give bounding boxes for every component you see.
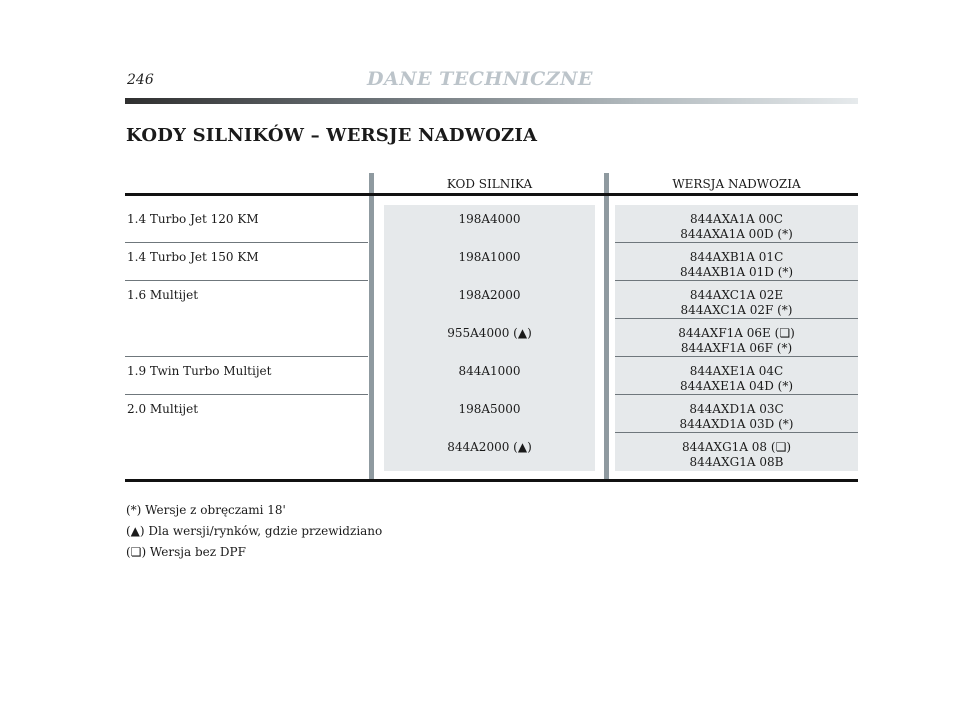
footnote-wheels: (*) Wersje z obręczami 18': [126, 503, 286, 517]
page-number: 246: [127, 72, 154, 88]
body-version-alt: 844AXD1A 03D (*): [679, 417, 794, 431]
table-row: [125, 395, 858, 433]
body-version-alt: 844AXG1A 08B: [689, 455, 784, 469]
body-version-alt: 844AXB1A 01D (*): [679, 265, 794, 279]
table-row: [125, 243, 858, 281]
table-row: [125, 281, 858, 319]
engine-model: 1.4 Turbo Jet 150 KM: [127, 250, 259, 264]
body-version: [615, 364, 858, 394]
engine-code: 198A5000: [458, 402, 521, 416]
header-rule: [125, 98, 858, 104]
engine-model: 1.6 Multijet: [127, 288, 199, 302]
body-version-alt: 844AXE1A 04D (*): [679, 379, 794, 393]
engine-code: 844A1000: [458, 364, 521, 378]
table-bottom-rule: [125, 479, 858, 482]
footnotes: [126, 500, 382, 563]
table-row: [125, 319, 858, 357]
body-version: [615, 250, 858, 280]
body-version-alt: 844AXC1A 02F (*): [680, 303, 793, 317]
engine-model: 1.9 Twin Turbo Multijet: [127, 364, 272, 378]
table-row: [125, 205, 858, 243]
engine-code: 198A2000: [458, 288, 521, 302]
body-version-standard: 844AXD1A 03C: [689, 402, 784, 416]
body-version: [615, 326, 858, 356]
footnote-dpf: (❏) Wersja bez DPF: [126, 545, 246, 559]
body-version: [615, 212, 858, 242]
body-version-alt: 844AXA1A 00D (*): [680, 227, 793, 241]
engine-code: 955A4000 (▲): [447, 326, 532, 340]
body-version: [615, 288, 858, 318]
engine-model: 1.4 Turbo Jet 120 KM: [127, 212, 259, 226]
body-version-alt: 844AXF1A 06F (*): [680, 341, 793, 355]
running-title: DANE TECHNICZNE: [367, 68, 593, 90]
table-row: [125, 357, 858, 395]
section-title: KODY SILNIKÓW – WERSJE NADWOZIA: [126, 125, 538, 146]
engine-code: 844A2000 (▲): [447, 440, 532, 454]
header-body-version: WERSJA NADWOZIA: [672, 177, 801, 191]
body-version-standard: 844AXF1A 06E (❏): [678, 326, 795, 340]
header-engine-code: KOD SILNIKA: [446, 177, 533, 191]
body-version: [615, 440, 858, 470]
body-version-standard: 844AXE1A 04C: [689, 364, 784, 378]
body-version-standard: 844AXC1A 02E: [689, 288, 784, 302]
body-version-standard: 844AXA1A 00C: [690, 212, 783, 226]
body-version-standard: 844AXG1A 08 (❏): [681, 440, 792, 454]
engine-model: 2.0 Multijet: [127, 402, 199, 416]
body-version: [615, 402, 858, 432]
table-row: [125, 433, 858, 471]
engine-code: 198A1000: [458, 250, 521, 264]
engine-code: 198A4000: [458, 212, 521, 226]
footnote-markets: (▲) Dla wersji/rynków, gdzie przewidziano: [126, 524, 383, 538]
body-version-standard: 844AXB1A 01C: [689, 250, 784, 264]
table-top-rule: [125, 193, 858, 196]
